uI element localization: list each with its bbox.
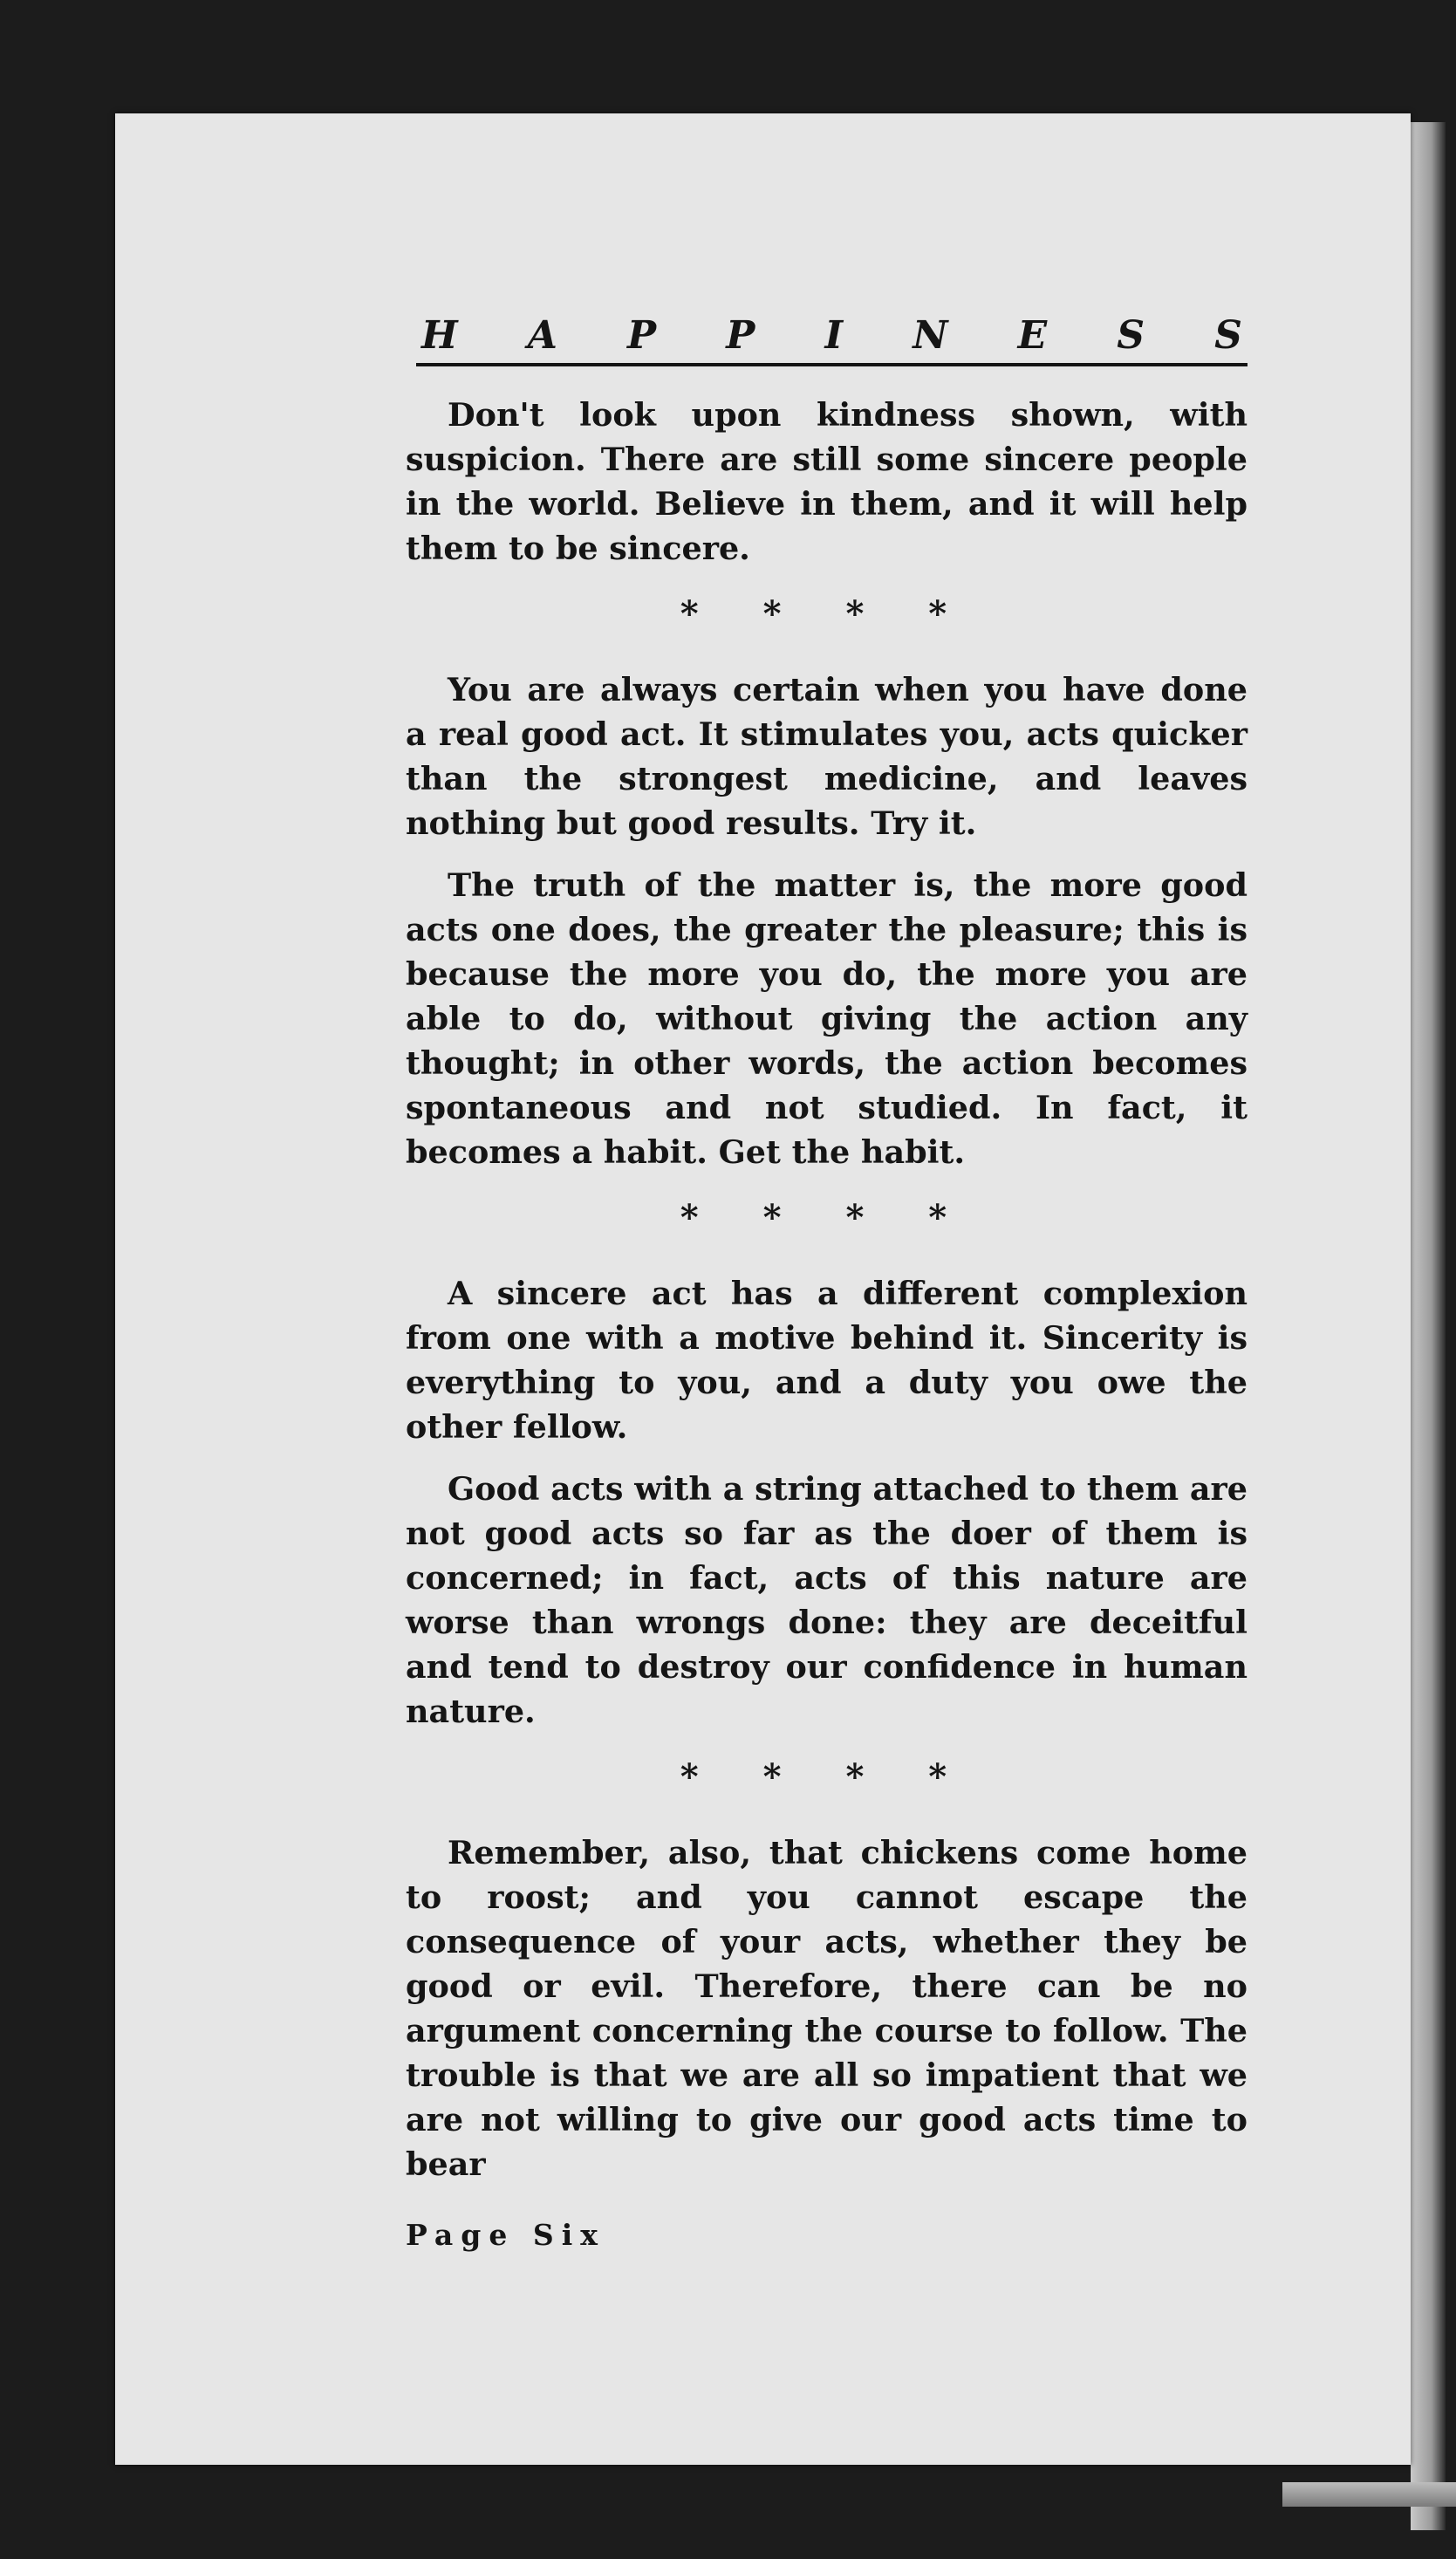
running-head xyxy=(416,314,1248,366)
running-head-letter: H xyxy=(421,313,458,358)
paragraph: Remember, also, that chickens come home to roost; and you cannot escape the consequence of your acts, whether they be good or evil. Therefore, there can be no argument concerning the course to follow. The trouble is that we are all so impatient that we are not willing to give our good acts time to bear xyxy=(406,1834,1248,2183)
paragraph: You are always certain when you have done a real good act. It stimulates you, acts quicker than the strongest medicine, and leaves nothing but good results. Try it. xyxy=(406,671,1248,842)
paragraph: A sincere act has a different complexion from one with a motive behind it. Sincerity is everything to you, and a duty you owe the other fellow. xyxy=(406,1275,1248,1446)
running-head-letter: E xyxy=(1017,313,1048,358)
page-content xyxy=(406,314,1248,2252)
running-head-letter: I xyxy=(824,313,844,358)
page-number: Page Six xyxy=(406,2218,605,2252)
section-separator: * * * * xyxy=(680,1756,974,1797)
paragraph: The truth of the matter is, the more good acts one does, the greater the pleasure; this is because the more you do, the more you are able to do, without giving the action any thought; in other words, the action becomes spontaneous and not studied. In fact, it becomes a habit. Get the habit. xyxy=(406,866,1248,1171)
section-separator: * * * * xyxy=(680,1197,974,1238)
paragraph: Don't look upon kindness shown, with suspicion. There are still some sincere people in the world. Believe in them, and it will help them to be sincere. xyxy=(406,396,1248,567)
scan-edge-strip xyxy=(1282,2482,1456,2507)
running-head-letter: P xyxy=(726,313,755,358)
section-separator: * * * * xyxy=(680,593,974,634)
running-head-letter: N xyxy=(913,313,948,358)
running-head-letter: S xyxy=(1117,313,1145,358)
adjacent-page-edge xyxy=(1411,122,1446,2530)
running-head-letter: A xyxy=(527,313,557,358)
paragraph: Good acts with a string attached to them are not good acts so far as the doer of them is concerned; in fact, acts of this nature are worse than wrongs done: they are deceitful and tend to destroy our confidence in human nature. xyxy=(406,1470,1248,1730)
running-head-letter: S xyxy=(1214,313,1242,358)
running-head-letter: P xyxy=(627,313,657,358)
body-text xyxy=(406,393,1248,2186)
